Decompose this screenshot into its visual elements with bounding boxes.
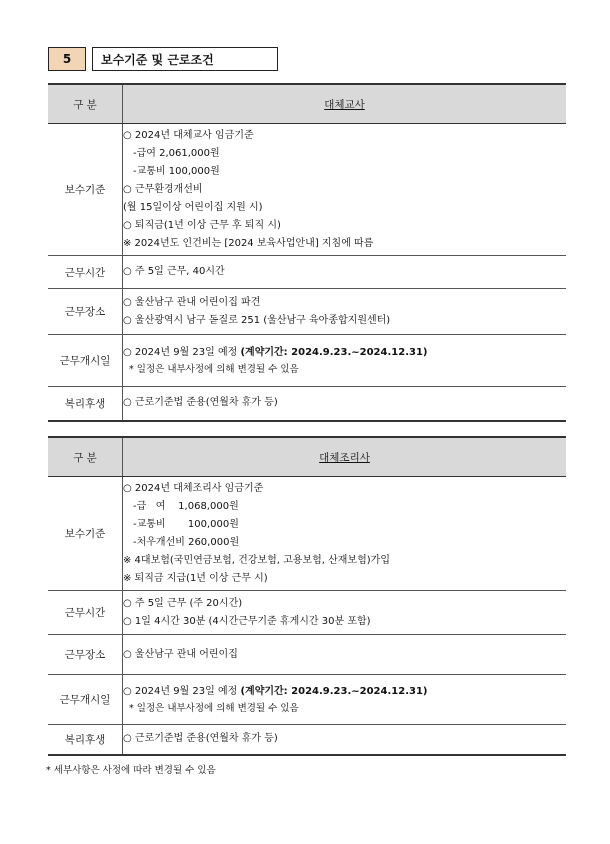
start-date-line — [123, 683, 566, 701]
list-item: (월 15일이상 어린이집 지원 시) — [123, 201, 263, 213]
row-label: 보수기준 — [48, 477, 123, 591]
row-label: 근무개시일 — [48, 335, 123, 387]
row-label: 보수기준 — [48, 124, 123, 256]
table-row — [48, 477, 566, 591]
table-row — [48, 289, 566, 335]
table-header-row — [48, 437, 566, 477]
list-item: -처우개선비 260,000원 — [133, 536, 240, 548]
contract-period: (계약기간: 2024.9.23.~2024.12.31) — [240, 686, 428, 697]
list-item: ○ 2024년 대체조리사 임금기준 — [123, 482, 264, 494]
row-content — [123, 124, 567, 256]
row-label: 근무시간 — [48, 256, 123, 289]
table-row — [48, 387, 566, 421]
list-item: ○ 2024년 대체교사 임금기준 — [123, 129, 254, 141]
section-number: 5 — [48, 47, 86, 71]
row-label: 근무개시일 — [48, 675, 123, 725]
row-label: 복리후생 — [48, 725, 123, 755]
start-date-text: ○ 2024년 9월 23일 예정 — [123, 347, 241, 358]
start-date-text: ○ 2024년 9월 23일 예정 — [123, 686, 241, 697]
table-row — [48, 256, 566, 289]
table-row — [48, 635, 566, 675]
row-label: 근무시간 — [48, 591, 123, 635]
list-item: ○ 울산남구 관내 어린이집 파견 — [123, 296, 261, 308]
list-item: -교통비 100,000원 — [133, 165, 220, 177]
list-item: -교통비 100,000원 — [133, 518, 239, 530]
table-row — [48, 591, 566, 635]
section-heading — [48, 47, 278, 71]
row-label: 복리후생 — [48, 387, 123, 421]
list-item: ○ 근로기준법 준용(연월차 휴가 등) — [123, 733, 278, 745]
list-item: ※ 2024년도 인건비는 [2024 보육사업안내] 지침에 따름 — [123, 237, 374, 249]
substitute-cook-table — [48, 436, 566, 756]
list-item: ○ 주 5일 근무 (주 20시간) — [123, 597, 243, 609]
note-text: * 일정은 내부사정에 의해 변경될 수 있음 — [129, 703, 299, 714]
table-row — [48, 675, 566, 725]
list-item: ○ 주 5일 근무, 40시간 — [123, 266, 225, 277]
list-item: -급 여 1,068,000원 — [133, 500, 239, 512]
table-row — [48, 124, 566, 256]
contract-period: (계약기간: 2024.9.23.~2024.12.31) — [240, 347, 428, 358]
list-item: ※ 퇴직금 지급(1년 이상 근무 시) — [123, 572, 268, 584]
substitute-teacher-table — [48, 83, 566, 422]
footnote: * 세부사항은 사정에 따라 변경될 수 있음 — [46, 765, 216, 776]
table-row — [48, 335, 566, 387]
section-title: 보수기준 및 근로조건 — [92, 47, 278, 71]
header-label: 구 분 — [48, 84, 123, 124]
list-item: ○ 1일 4시간 30분 (4시간근무기준 휴게시간 30분 포함) — [123, 615, 371, 627]
start-date-line — [123, 344, 566, 362]
row-label: 근무장소 — [48, 289, 123, 335]
table-row — [48, 725, 566, 755]
list-item: ○ 근무환경개선비 — [123, 183, 203, 195]
table-title: 대체교사 — [324, 98, 365, 111]
list-item: ○ 울산남구 관내 어린이집 — [123, 648, 238, 660]
list-item: ※ 4대보험(국민연금보험, 건강보험, 고용보험, 산재보험)가입 — [123, 554, 390, 566]
list-item: ○ 근로기준법 준용(연월차 휴가 등) — [123, 397, 278, 409]
row-label: 근무장소 — [48, 635, 123, 675]
note-text: * 일정은 내부사정에 의해 변경될 수 있음 — [129, 364, 299, 375]
header-label: 구 분 — [48, 437, 123, 477]
table-header-row — [48, 84, 566, 124]
table-title: 대체조리사 — [319, 451, 370, 464]
list-item: ○ 퇴직금(1년 이상 근무 후 퇴직 시) — [123, 219, 281, 231]
list-item: -급여 2,061,000원 — [133, 147, 220, 159]
list-item: ○ 울산광역시 남구 돋질로 251 (울산남구 육아종합지원센터) — [123, 314, 391, 326]
